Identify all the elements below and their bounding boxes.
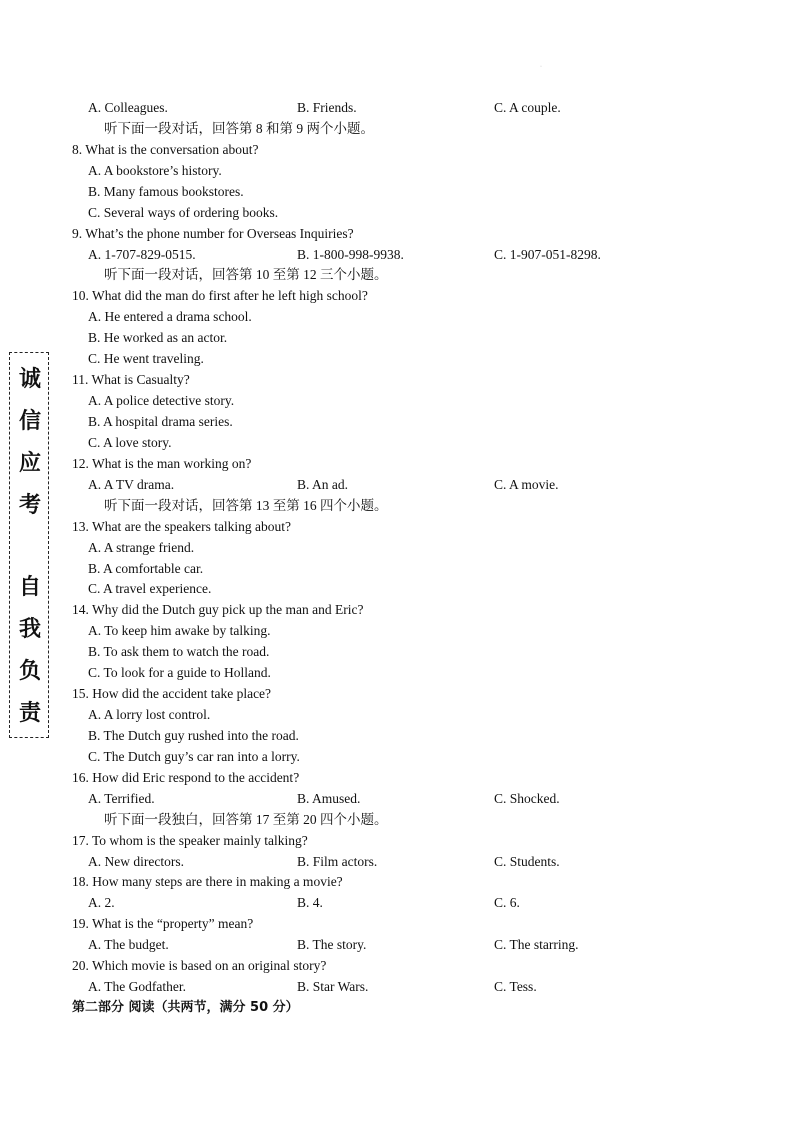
- banner-char: 诚: [18, 366, 41, 392]
- option-b: B. The story.: [297, 937, 367, 953]
- section-heading: 第二部分 阅读（共两节，满分 50 分）: [72, 1000, 299, 1015]
- option-text: C. A travel experience.: [88, 581, 212, 597]
- option-a: A. Terrified.: [88, 790, 155, 806]
- question-text: 8. What is the conversation about?: [72, 141, 259, 157]
- question-text: 10. What did the man do first after he left high school?: [72, 288, 368, 304]
- option-c: C. Students.: [494, 853, 560, 869]
- question-text: 16. How did Eric respond to the accident?: [72, 769, 300, 785]
- option-a: A. New directors.: [88, 853, 184, 869]
- question-text: 20. Which movie is based on an original story?: [72, 958, 327, 974]
- banner-char: 应: [18, 450, 41, 476]
- option-text: A. He entered a drama school.: [88, 309, 252, 325]
- option-a: A. Colleagues.: [88, 100, 168, 115]
- question-text: 9. What’s the phone number for Overseas Inquiries?: [72, 225, 354, 241]
- option-text: A. A strange friend.: [88, 539, 195, 555]
- option-c: C. 6.: [494, 895, 520, 911]
- option-row: [88, 788, 728, 809]
- question-text: 19. What is the “property” mean?: [72, 916, 254, 932]
- option-row: [88, 934, 728, 955]
- banner-char: 责: [18, 700, 41, 726]
- option-a: A. A TV drama.: [88, 476, 175, 492]
- instruction-text: 听下面一段独白，回答第 17 至第 20 四个小题。: [104, 811, 388, 827]
- option-b: B. Star Wars.: [297, 979, 369, 995]
- option-b: B. An ad.: [297, 476, 349, 492]
- option-c: C. The starring.: [494, 937, 579, 953]
- question-text: 12. What is the man working on?: [72, 455, 252, 471]
- option-row: [88, 851, 728, 872]
- option-text: C. He went traveling.: [88, 351, 204, 367]
- option-text: B. Many famous bookstores.: [88, 183, 244, 199]
- option-text: C. To look for a guide to Holland.: [88, 665, 271, 681]
- option-a: A. 2.: [88, 895, 115, 911]
- option-text: C. Several ways of ordering books.: [88, 204, 279, 220]
- option-text: A. A bookstore’s history.: [88, 162, 222, 178]
- question-text: 14. Why did the Dutch guy pick up the man and Eric?: [72, 602, 364, 618]
- option-text: C. The Dutch guy’s car ran into a lorry.: [88, 748, 300, 764]
- option-b: B. Friends.: [297, 100, 357, 115]
- option-text: C. A love story.: [88, 434, 172, 450]
- banner-char: 负: [18, 658, 41, 684]
- instruction-text: 听下面一段对话，回答第 13 至第 16 四个小题。: [104, 497, 388, 513]
- option-text: B. To ask them to watch the road.: [88, 644, 270, 660]
- option-c: C. A couple.: [494, 100, 561, 115]
- option-b: B. 1-800-998-9938.: [297, 246, 404, 262]
- option-row: [88, 474, 728, 495]
- top-mark: ·: [540, 64, 542, 70]
- option-text: B. A hospital drama series.: [88, 413, 233, 429]
- option-c: C. A movie.: [494, 476, 559, 492]
- option-text: B. A comfortable car.: [88, 560, 204, 576]
- option-row: [88, 976, 728, 997]
- option-c: C. 1-907-051-8298.: [494, 246, 601, 262]
- question-text: 13. What are the speakers talking about?: [72, 518, 292, 534]
- question-text: 17. To whom is the speaker mainly talking?: [72, 832, 308, 848]
- option-row: [88, 244, 728, 265]
- option-a: A. The Godfather.: [88, 979, 186, 995]
- option-row: [88, 97, 728, 118]
- option-text: A. A police detective story.: [88, 393, 235, 408]
- question-text: 15. How did the accident take place?: [72, 686, 272, 701]
- banner-char: 考: [18, 492, 41, 518]
- option-row: [88, 892, 728, 913]
- question-text: 11. What is Casualty?: [72, 372, 190, 388]
- option-b: B. Film actors.: [297, 853, 378, 869]
- option-c: C. Tess.: [494, 979, 537, 995]
- integrity-banner: [9, 352, 49, 738]
- option-c: C. Shocked.: [494, 790, 560, 806]
- option-a: A. 1-707-829-0515.: [88, 246, 196, 262]
- option-text: B. He worked as an actor.: [88, 330, 228, 346]
- banner-char: 我: [18, 616, 41, 642]
- question-text: 18. How many steps are there in making a movie?: [72, 874, 343, 890]
- option-text: A. A lorry lost control.: [88, 707, 211, 722]
- banner-char: 信: [18, 408, 41, 434]
- banner-char: 自: [18, 574, 41, 600]
- option-text: B. The Dutch guy rushed into the road.: [88, 727, 299, 743]
- option-text: A. To keep him awake by talking.: [88, 623, 271, 639]
- instruction-text: 听下面一段对话，回答第 10 至第 12 三个小题。: [104, 267, 388, 283]
- instruction-text: 听下面一段对话，回答第 8 和第 9 两个小题。: [104, 120, 374, 136]
- option-a: A. The budget.: [88, 937, 169, 953]
- option-b: B. 4.: [297, 895, 323, 911]
- option-b: B. Amused.: [297, 790, 361, 806]
